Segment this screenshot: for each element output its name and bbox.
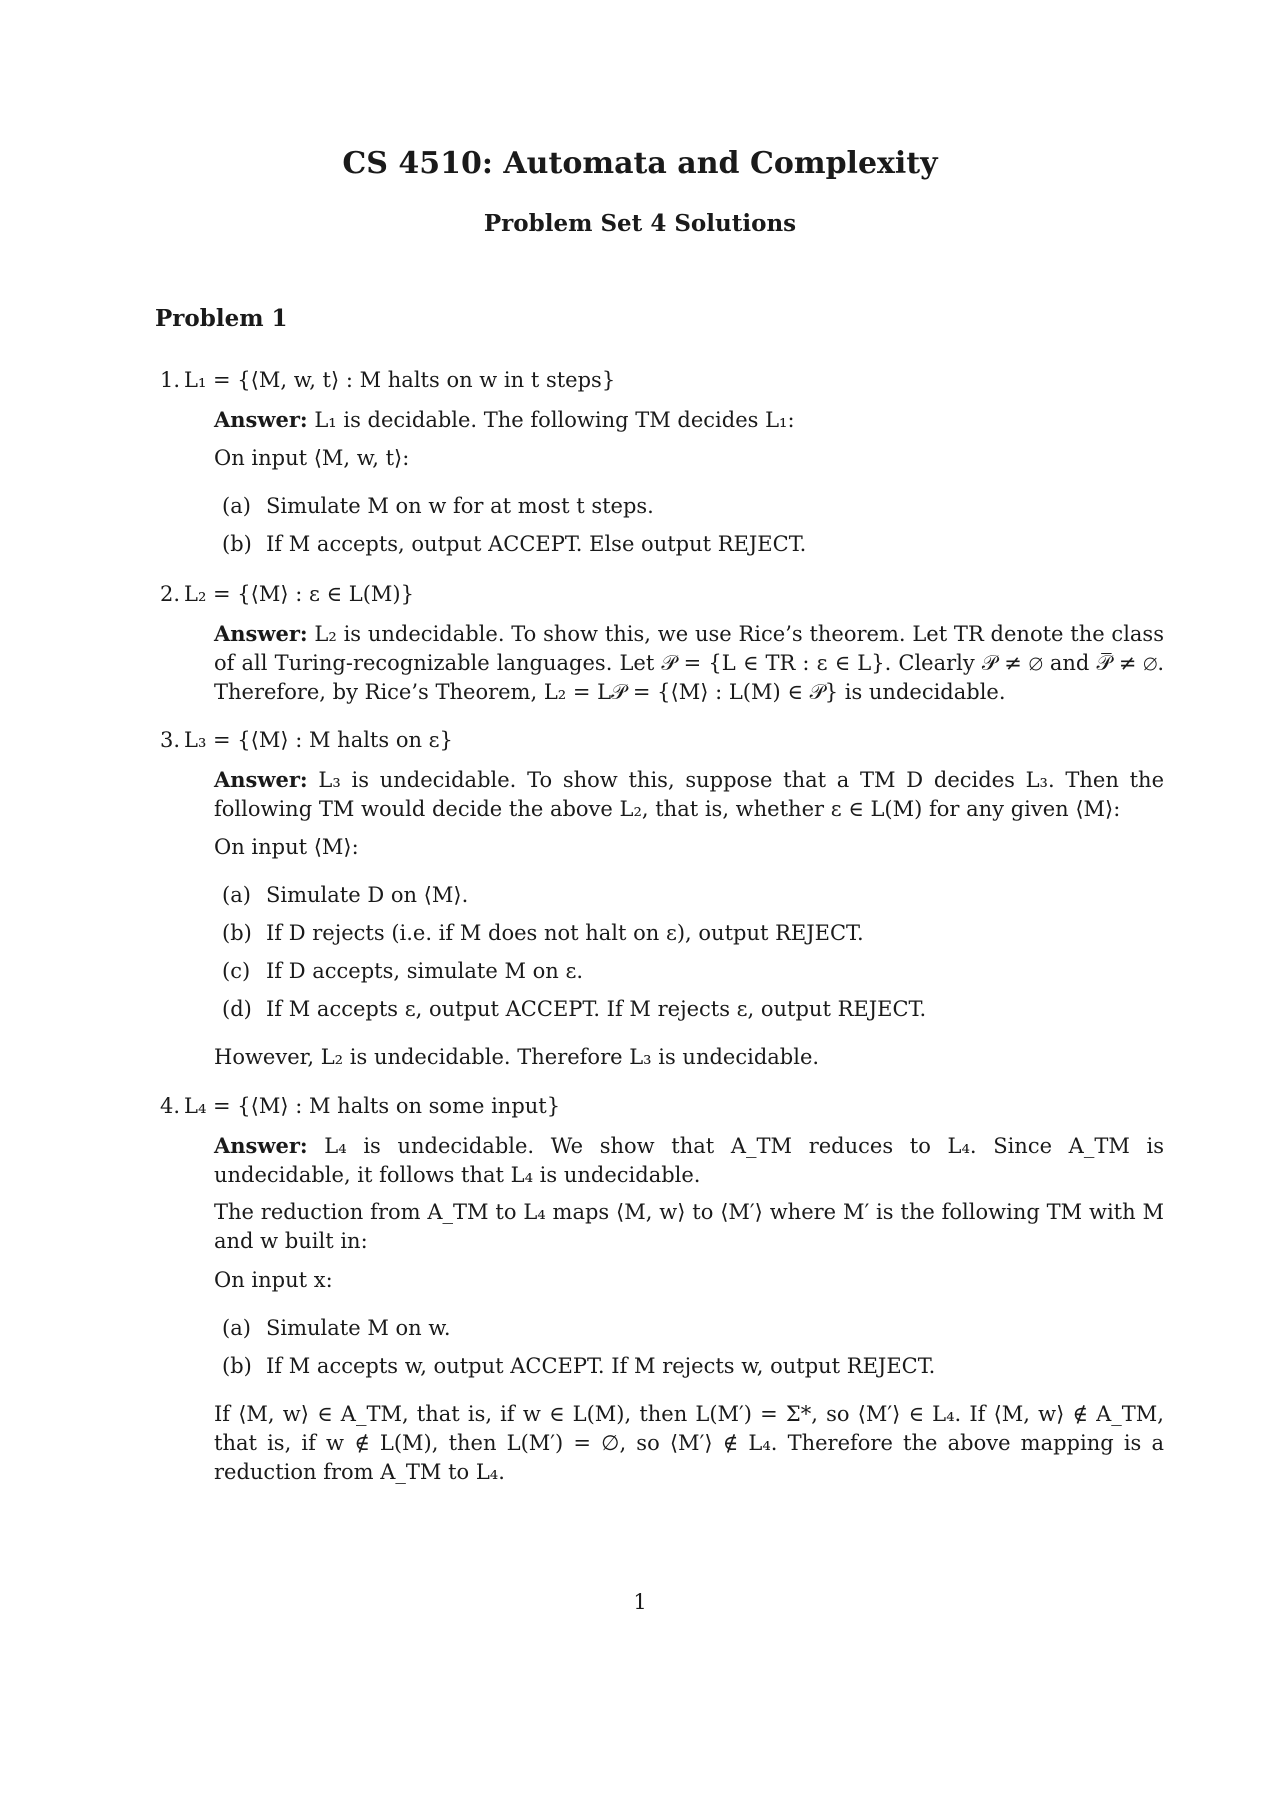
item-2-answer [214,619,1164,707]
item-1-step-a [222,492,1162,521]
step-text: If M accepts, output ACCEPT. Else output REJECT. [266,532,807,556]
section-heading: Problem 1 [155,305,288,332]
page-number: 1 [633,1590,647,1614]
item-4-statement [160,1092,1164,1121]
step-label: (d) [222,997,252,1021]
item-3-step-a [222,881,1162,910]
answer-label: Answer: [214,1133,308,1158]
item-number: 4. [160,1094,181,1118]
step-text: Simulate D on ⟨M⟩. [266,883,469,907]
item-number: 2. [160,582,181,606]
answer-label: Answer: [214,407,308,432]
answer-label: Answer: [214,767,308,792]
step-label: (b) [222,1354,252,1378]
item-3-statement [160,726,1164,755]
answer-text: L₄ is undecidable. We show that A_TM reduces to L₄. Since A_TM is undecidable, it follows that L₄ is undecidable. [214,1134,1164,1187]
answer-text: L₂ is undecidable. To show this, we use Rice’s theorem. Let TR denote the class of all Turing-recognizable languages. Let 𝒫 = {L ∈ TR : ε ∈ L}. Clearly 𝒫 ≠ ∅ and 𝒫̅ ≠ ∅. Therefore, by Rice’s Theorem, L₂ = L𝒫 = {⟨M⟩ : L(M) ∈ 𝒫} is undecidable. [214,622,1164,704]
statement-text: L₃ = {⟨M⟩ : M halts on ε} [184,728,453,752]
step-label: (c) [222,959,251,983]
statement-text: L₁ = {⟨M, w, t⟩ : M halts on w in t steps} [184,368,616,392]
page-title: CS 4510: Automata and Complexity [342,146,938,181]
step-text: If M accepts ε, output ACCEPT. If M rejects ε, output REJECT. [266,997,927,1021]
item-4-step-b [222,1352,1162,1381]
item-1-step-b [222,530,1162,559]
item-3-step-b [222,919,1162,948]
answer-text: L₁ is decidable. The following TM decides L₁: [307,408,795,432]
step-label: (b) [222,532,252,556]
step-label: (a) [222,883,251,907]
item-4-answer [214,1131,1164,1190]
statement-text: L₄ = {⟨M⟩ : M halts on some input} [184,1094,561,1118]
step-text: Simulate M on w. [266,1316,451,1340]
item-4-conclusion: If ⟨M, w⟩ ∈ A_TM, that is, if w ∈ L(M), then L(M′) = Σ*, so ⟨M′⟩ ∈ L₄. If ⟨M, w⟩ ∉ A_TM, that is, if w ∉ L(M), then L(M′) = ∅, so ⟨M′⟩ ∉ L₄. Therefore the above mapping is a reduction from A_TM to L₄. [214,1402,1164,1484]
item-number: 3. [160,728,181,752]
step-text: If D accepts, simulate M on ε. [266,959,584,983]
item-1-statement [160,366,1164,395]
step-label: (a) [222,1316,251,1340]
step-label: (a) [222,494,251,518]
item-4-input-line: On input x: [214,1268,333,1292]
page-subtitle: Problem Set 4 Solutions [483,210,797,237]
item-3-input-line: On input ⟨M⟩: [214,835,359,859]
item-3-answer [214,765,1164,824]
item-2-statement [160,580,1164,609]
item-3-conclusion: However, L₂ is undecidable. Therefore L₃ is undecidable. [214,1045,820,1069]
answer-label: Answer: [214,621,308,646]
item-4-reduction: The reduction from A_TM to L₄ maps ⟨M, w⟩ to ⟨M′⟩ where M′ is the following TM with M and w built in: [214,1200,1164,1253]
statement-text: L₂ = {⟨M⟩ : ε ∈ L(M)} [184,582,414,606]
item-3-step-c [222,957,1162,986]
item-4-step-a [222,1314,1162,1343]
item-3-step-d [222,995,1162,1024]
step-label: (b) [222,921,252,945]
item-1-input-line: On input ⟨M, w, t⟩: [214,446,410,470]
item-1-answer [214,405,1164,435]
item-number: 1. [160,368,181,392]
step-text: Simulate M on w for at most t steps. [266,494,654,518]
step-text: If D rejects (i.e. if M does not halt on ε), output REJECT. [266,921,864,945]
answer-text: L₃ is undecidable. To show this, suppose that a TM D decides L₃. Then the following TM would decide the above L₂, that is, whether ε ∈ L(M) for any given ⟨M⟩: [214,768,1164,821]
step-text: If M accepts w, output ACCEPT. If M rejects w, output REJECT. [266,1354,936,1378]
